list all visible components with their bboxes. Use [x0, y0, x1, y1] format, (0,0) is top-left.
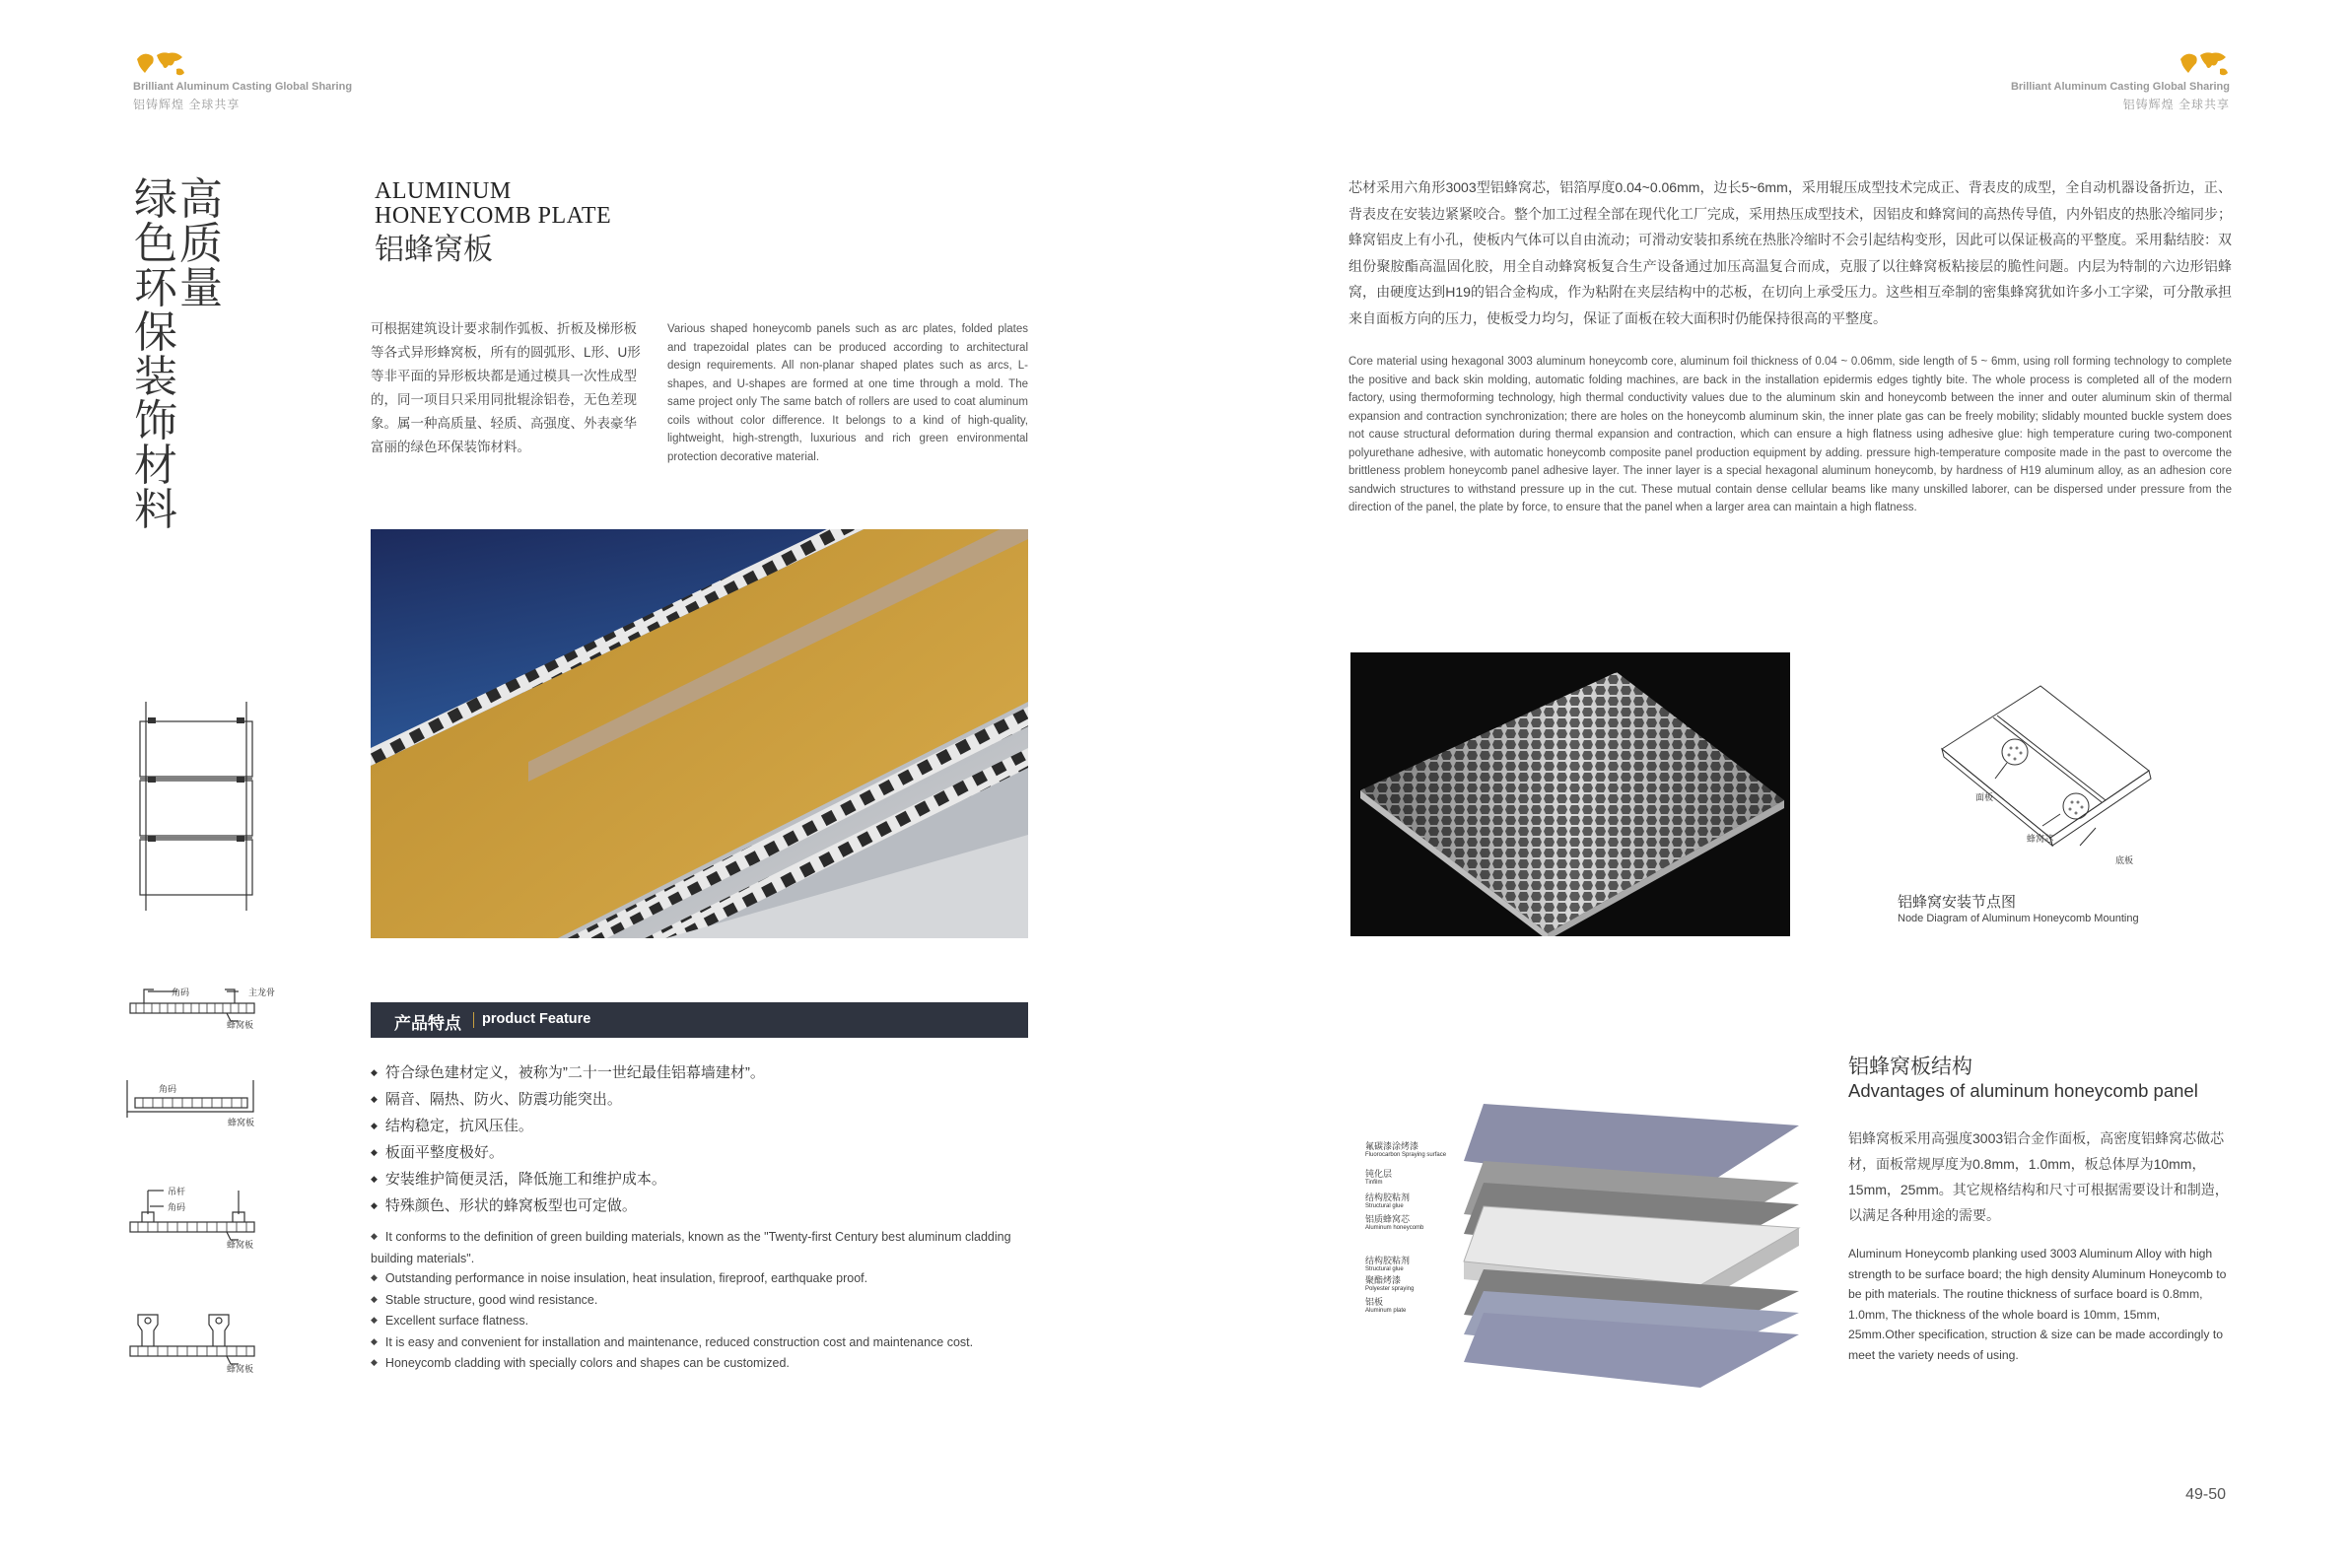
label-honeycomb-plate: 蜂窝板	[227, 1240, 254, 1250]
label-honeycomb-plate: 蜂窝板	[227, 1020, 254, 1030]
intro-cn: 可根据建筑设计要求制作弧板、折板及梯形板等各式异形蜂窝板，所有的圆弧形、L形、U形等非平面的异形板块都是通过模具一次性成型的，同一项目只采用同批辊涂铝卷，无色差现象。属一种高质量、轻质、高强度、外表豪华富丽的绿色环保装饰材料。	[371, 321, 641, 454]
installation-detail-1	[128, 982, 286, 1031]
label-corner-code: 角码	[168, 1202, 186, 1212]
vertical-title-col2: 高质量	[179, 174, 223, 313]
world-map-icon	[133, 49, 186, 79]
node-diagram	[1932, 680, 2169, 877]
features-en-list	[371, 1227, 1041, 1375]
label-bottom-panel: 底板	[2115, 855, 2134, 865]
logo-en-right: Brilliant Aluminum Casting Global Sharing	[2010, 81, 2230, 93]
intro-en: Various shaped honeycomb panels such as arc plates, folded plates and trapezoidal plates can be produced according to architectural design requirements. All non-planar shaped plates such as arcs, L-shapes, and U-shapes are formed at one time through a mold. The same project only The same batch of rollers are used to coat aluminum coils without color difference. It belongs to a kind of high-quality, lightweight, high-strength, luxurious and rich green environmental protection decorative material.	[667, 323, 1028, 463]
feature-en-item: ◆ Stable structure, good wind resistance.	[371, 1290, 1041, 1312]
feature-en-item: ◆ It is easy and convenient for installation and maintenance, reduced construction cost and maintenance cost.	[371, 1332, 1041, 1354]
structure-cn: 铝蜂窝板采用高强度3003铝合金作面板，高密度铝蜂窝芯做芯材，面板常规厚度为0.8mm，1.0mm，板总体厚为10mm，15mm，25mm。其它规格结构和尺寸可根据需要设计和制造，以满足各种用途的需要。	[1848, 1130, 2229, 1223]
core-cn: 芯材采用六角形3003型铝蜂窝芯，铝箔厚度0.04~0.06mm，边长5~6mm，采用辊压成型技术完成正、背表皮的成型，全自动机器设备折边，正、背表皮在安装边紧紧咬合。整个加工过程全部在现代化工厂完成，采用热压成型技术，因铝皮和蜂窝间的高热传导值，内外铝皮的热胀冷缩同步；蜂窝铝皮上有小孔，使板内气体可以自由流动；可滑动安装扣系统在热胀冷缩时不会引起结构变形，因此可以保证极高的平整度。采用黏结胶：双组份聚胺酯高温固化胶，用全自动蜂窝板复合生产设备通过加压高温复合而成，克服了以往蜂窝板粘接层的脆性问题。内层为特制的六边形铝蜂窝，由硬度达到H19的铝合金构成，作为粘附在夹层结构中的芯板，在切向上承受压力。这些相互牵制的密集蜂窝犹如许多小工字梁，可分散承担来自面板方向的压力，使板受力均匀，保证了面板在较大面积时仍能保持很高的平整度。	[1348, 179, 2232, 326]
feature-cn-item: ◆ 结构稳定，抗风压佳。	[371, 1115, 1028, 1139]
page-number: 49-50	[2185, 1486, 2226, 1503]
feature-cn-item: ◆ 符合绿色建材定义，被称为”二十一世纪最佳铝幕墙建材”。	[371, 1061, 1028, 1086]
product-feature-bar	[371, 1002, 1028, 1038]
feature-cn-item: ◆ 安装维护简便灵活，降低施工和维护成本。	[371, 1168, 1028, 1193]
feature-en-item: ◆ Outstanding performance in noise insulation, heat insulation, fireproof, earthquake proof.	[371, 1268, 1041, 1290]
layer-label: 结构胶粘剂 Structural glue	[1365, 1193, 1411, 1209]
honeycomb-panel-photo	[371, 529, 1028, 938]
feature-title-cn: 产品特点	[394, 1014, 461, 1033]
feature-en-item: ◆ Excellent surface flatness.	[371, 1311, 1041, 1332]
feature-cn-item: ◆ 隔音、隔热、防火、防震功能突出。	[371, 1088, 1028, 1113]
installation-detail-2	[123, 1078, 281, 1127]
label-honeycomb-plate: 蜂窝板	[227, 1364, 254, 1374]
installation-elevation-drawing	[128, 702, 266, 916]
title-en-line1: ALUMINUM	[375, 178, 512, 204]
label-honeycomb-core: 蜂窝芯	[2027, 834, 2054, 844]
core-en: Core material using hexagonal 3003 aluminum honeycomb core, aluminum foil thickness of 0.04 ~ 0.06mm, side length of 5 ~ 6mm, using roll forming technology to complete the positive and back skin molding, automatic folding machines, are back in the installation epidermis edges tightly bite. The whole process is completed all of the modern factory, using thermoforming technology, high thermal conductivity values due to the aluminum skin and honeycomb between the inner and outer aluminum skin of thermal expansion and contraction synchronization; there are holes on the honeycomb aluminum skin, the inner plate gas can be freely mobility; slidably mounted buckle system does not cause structural deformation during thermal expansion and contraction, which can ensure a high flatness using adhesive glue: high temperature curing two-component polyurethane adhesive, with automatic honeycomb composite panel production equipment by adding. pressure high-temperature composite made in the past to overcome the brittleness problem honeycomb panel adhesive layer. The inner layer is a special hexagonal aluminum honeycomb, by hardness of H19 aluminum alloy, as an adhesion core sandwich structures to withstand pressure up in the cut. These mutual contain dense cellular beams like many unskilled laborer, can be dispersed under pressure from the direction of the panel, the plate by force, to ensure that the panel when a larger area can maintain a high flatness.	[1348, 356, 2232, 513]
vertical-title-col1: 绿色环保装饰材料	[134, 174, 177, 535]
node-caption-en: Node Diagram of Aluminum Honeycomb Mounting	[1898, 913, 2139, 924]
logo-right	[2177, 49, 2230, 84]
panel-layer-diagram	[1365, 1104, 1804, 1390]
label-main-keel: 主龙骨	[248, 988, 276, 997]
feature-cn-item: ◆ 板面平整度极好。	[371, 1141, 1028, 1166]
world-map-icon	[2177, 49, 2230, 79]
logo-left	[133, 49, 186, 84]
feature-divider	[473, 1012, 474, 1028]
title-zh: 铝蜂窝板	[375, 234, 493, 266]
label-corner-code: 角码	[159, 1084, 177, 1094]
structure-title-en: Advantages of aluminum honeycomb panel	[1848, 1080, 2198, 1101]
layer-label: 氟碳漆涂烤漆 Fluorocarbon Spraying surface	[1365, 1141, 1447, 1158]
installation-detail-3	[128, 1183, 286, 1252]
structure-title-cn: 铝蜂窝板结构	[1848, 1056, 1972, 1078]
layer-label: 结构胶粘剂 Structural glue	[1365, 1256, 1411, 1272]
features-cn-list	[371, 1061, 1028, 1219]
label-corner-code: 角码	[172, 988, 190, 997]
layer-label: 铝质蜂窝芯 Aluminum honeycomb	[1365, 1214, 1424, 1231]
layer-label: 钝化层 Tinfilm	[1365, 1169, 1393, 1186]
honeycomb-core-photo	[1350, 652, 1790, 936]
installation-detail-4	[128, 1311, 286, 1376]
title-en-line2: HONEYCOMB PLATE	[375, 203, 612, 229]
node-caption-cn: 铝蜂窝安装节点图	[1898, 894, 2017, 911]
feature-en-item: ◆ It conforms to the definition of green building materials, known as the "Twenty-first Century best aluminum cladding building materials".	[371, 1227, 1041, 1268]
label-honeycomb-plate: 蜂窝板	[228, 1118, 255, 1127]
logo-cn-right: 铝铸辉煌 全球共享	[2122, 98, 2230, 111]
logo-en-left: Brilliant Aluminum Casting Global Sharing	[133, 81, 353, 93]
layer-label: 铝板 Aluminum plate	[1365, 1297, 1407, 1314]
layer-labels	[1365, 1139, 1464, 1317]
feature-cn-item: ◆ 特殊颜色、形状的蜂窝板型也可定做。	[371, 1194, 1028, 1219]
label-hanger-rod: 吊杆	[168, 1187, 186, 1196]
logo-cn-left: 铝铸辉煌 全球共享	[133, 98, 241, 111]
label-face-panel: 面板	[1975, 792, 1994, 802]
layer-label: 聚酯烤漆 Polyester spraying	[1365, 1275, 1415, 1292]
feature-en-item: ◆ Honeycomb cladding with specially colors and shapes can be customized.	[371, 1353, 1041, 1375]
structure-en: Aluminum Honeycomb planking used 3003 Aluminum Alloy with high strength to be surface board; the high density Aluminum Honeycomb to be pith materials. The routine thickness of surface board is 0.8mm, 1.0mm, The thickness of the whole board is 10mm, 15mm, 25mm.Other specification, struction & size can be made accordingly to meet the variety needs of using.	[1848, 1247, 2227, 1362]
feature-title-en: product Feature	[482, 1011, 591, 1027]
